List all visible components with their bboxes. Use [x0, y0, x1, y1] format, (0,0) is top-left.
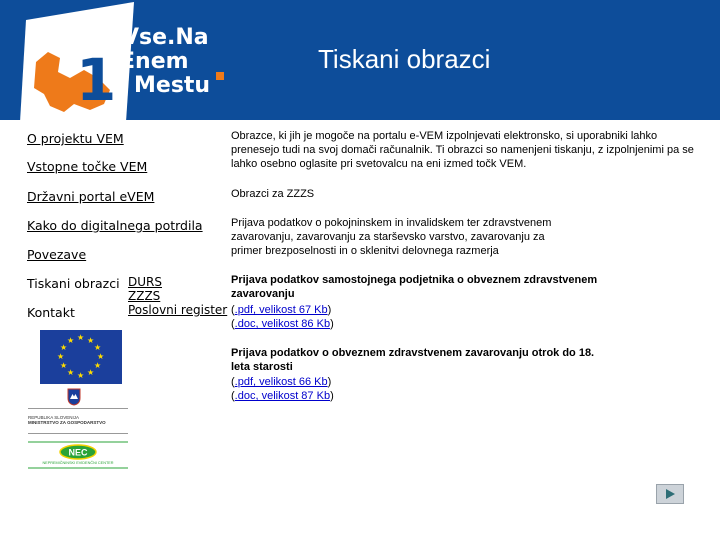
ministry-logo — [28, 408, 128, 434]
form-item-1-text: Prijava podatkov o pokojninskem in invalidskem ter zdravstvenem zavarovanju, zavarovanju za starševsko varstvo, zavarovanju za primer brezposelnosti in o sklenitvi delovnega razmerja — [231, 217, 552, 257]
download-pdf-link[interactable]: .pdf, velikost 66 Kb — [234, 376, 328, 388]
eu-star-icon: ★ — [67, 368, 75, 377]
subnav-item-poslovni-register[interactable]: Poslovni register — [128, 303, 228, 317]
paren: ) — [330, 390, 334, 402]
next-slide-button[interactable] — [656, 484, 684, 504]
play-arrow-icon — [657, 485, 683, 503]
paren: ) — [330, 318, 334, 330]
eu-star-icon: ★ — [77, 333, 85, 342]
nav-item-tiskani-obrazci[interactable]: Tiskani obrazci — [27, 276, 120, 291]
logo-text-line2: Enem — [120, 49, 189, 74]
nav-item-drzavni-portal[interactable]: Državni portal eVEM — [27, 189, 155, 204]
eu-star-icon: ★ — [60, 343, 68, 352]
nav-item-kontakt[interactable]: Kontakt — [27, 305, 75, 320]
nav-item-vstopne-tocke[interactable]: Vstopne točke VEM — [27, 159, 148, 174]
form-item-3-pdf — [231, 375, 701, 389]
slovenia-coat-of-arms-icon — [67, 388, 81, 406]
nec-logo — [28, 440, 128, 470]
eu-star-icon: ★ — [97, 352, 105, 361]
nav-item-digitalno-potrdilo[interactable]: Kako do digitalnega potrdila — [27, 218, 203, 233]
paren: ( — [231, 318, 235, 330]
download-pdf-link[interactable]: .pdf, velikost 67 Kb — [234, 304, 328, 316]
eu-star-icon: ★ — [87, 336, 95, 345]
form-item-2-pdf — [231, 303, 701, 317]
header-banner — [0, 0, 720, 120]
eu-star-icon: ★ — [57, 352, 65, 361]
eu-star-icon: ★ — [67, 336, 75, 345]
eu-star-icon: ★ — [87, 368, 95, 377]
vse-na-enem-mestu-logo[interactable] — [14, 0, 224, 122]
logo-number: 1 — [76, 46, 117, 114]
paren: ) — [327, 304, 332, 316]
logo-dot — [216, 72, 224, 80]
form-item-2-doc — [231, 317, 701, 331]
form-item-3-doc — [231, 389, 701, 403]
nec-label: NEC — [68, 447, 88, 458]
eu-flag-logo — [40, 330, 122, 384]
ministry-line1: REPUBLIKA SLOVENIJA — [28, 415, 80, 420]
download-doc-link[interactable]: .doc, velikost 86 Kb — [234, 318, 331, 330]
eu-star-icon: ★ — [94, 343, 102, 352]
download-doc-link[interactable]: .doc, velikost 87 Kb — [234, 390, 331, 402]
form-item-3-title: Prijava podatkov o obveznem zdravstvenem zavarovanju otrok do 18. leta starosti — [231, 347, 595, 373]
eu-star-icon: ★ — [60, 361, 68, 370]
nec-caption: NEPREMIČNINSKI EVIDENČNI CENTER — [42, 461, 114, 465]
subnav-item-durs[interactable]: DURS — [128, 275, 162, 289]
nav-item-povezave[interactable]: Povezave — [27, 247, 87, 262]
eu-star-icon: ★ — [94, 361, 102, 370]
paren: ( — [231, 376, 235, 388]
intro-paragraph: Obrazce, ki jih je mogoče na portalu e-VEM izpolnjevati elektronsko, si uporabniki lahko prenesejo tudi na svoj domači računalnik. Ti obrazci so namenjeni tiskanju, z izpolnjenimi pa se lahko osebno oglasite pri svetovalcu na eni izmed točk VEM. — [231, 130, 694, 170]
paren: ( — [231, 390, 235, 402]
ministry-line2: MINISTRSTVO ZA GOSPODARSTVO — [28, 420, 106, 425]
section-title: Obrazci za ZZZS — [231, 188, 315, 200]
form-item-2-title: Prijava podatkov samostojnega podjetnika o obveznem zdravstvenem zavarovanju — [231, 274, 598, 300]
logo-text-line3: Mestu — [134, 73, 211, 98]
subnav-item-zzzs[interactable]: ZZZS — [128, 289, 161, 303]
paren: ( — [231, 304, 235, 316]
page-title: Tiskani obrazci — [318, 44, 491, 74]
eu-star-icon: ★ — [77, 371, 85, 380]
nav-item-o-projektu[interactable]: O projektu VEM — [27, 131, 124, 146]
logo-text-line1: Vse.Na — [122, 25, 209, 50]
paren: ) — [327, 376, 332, 388]
